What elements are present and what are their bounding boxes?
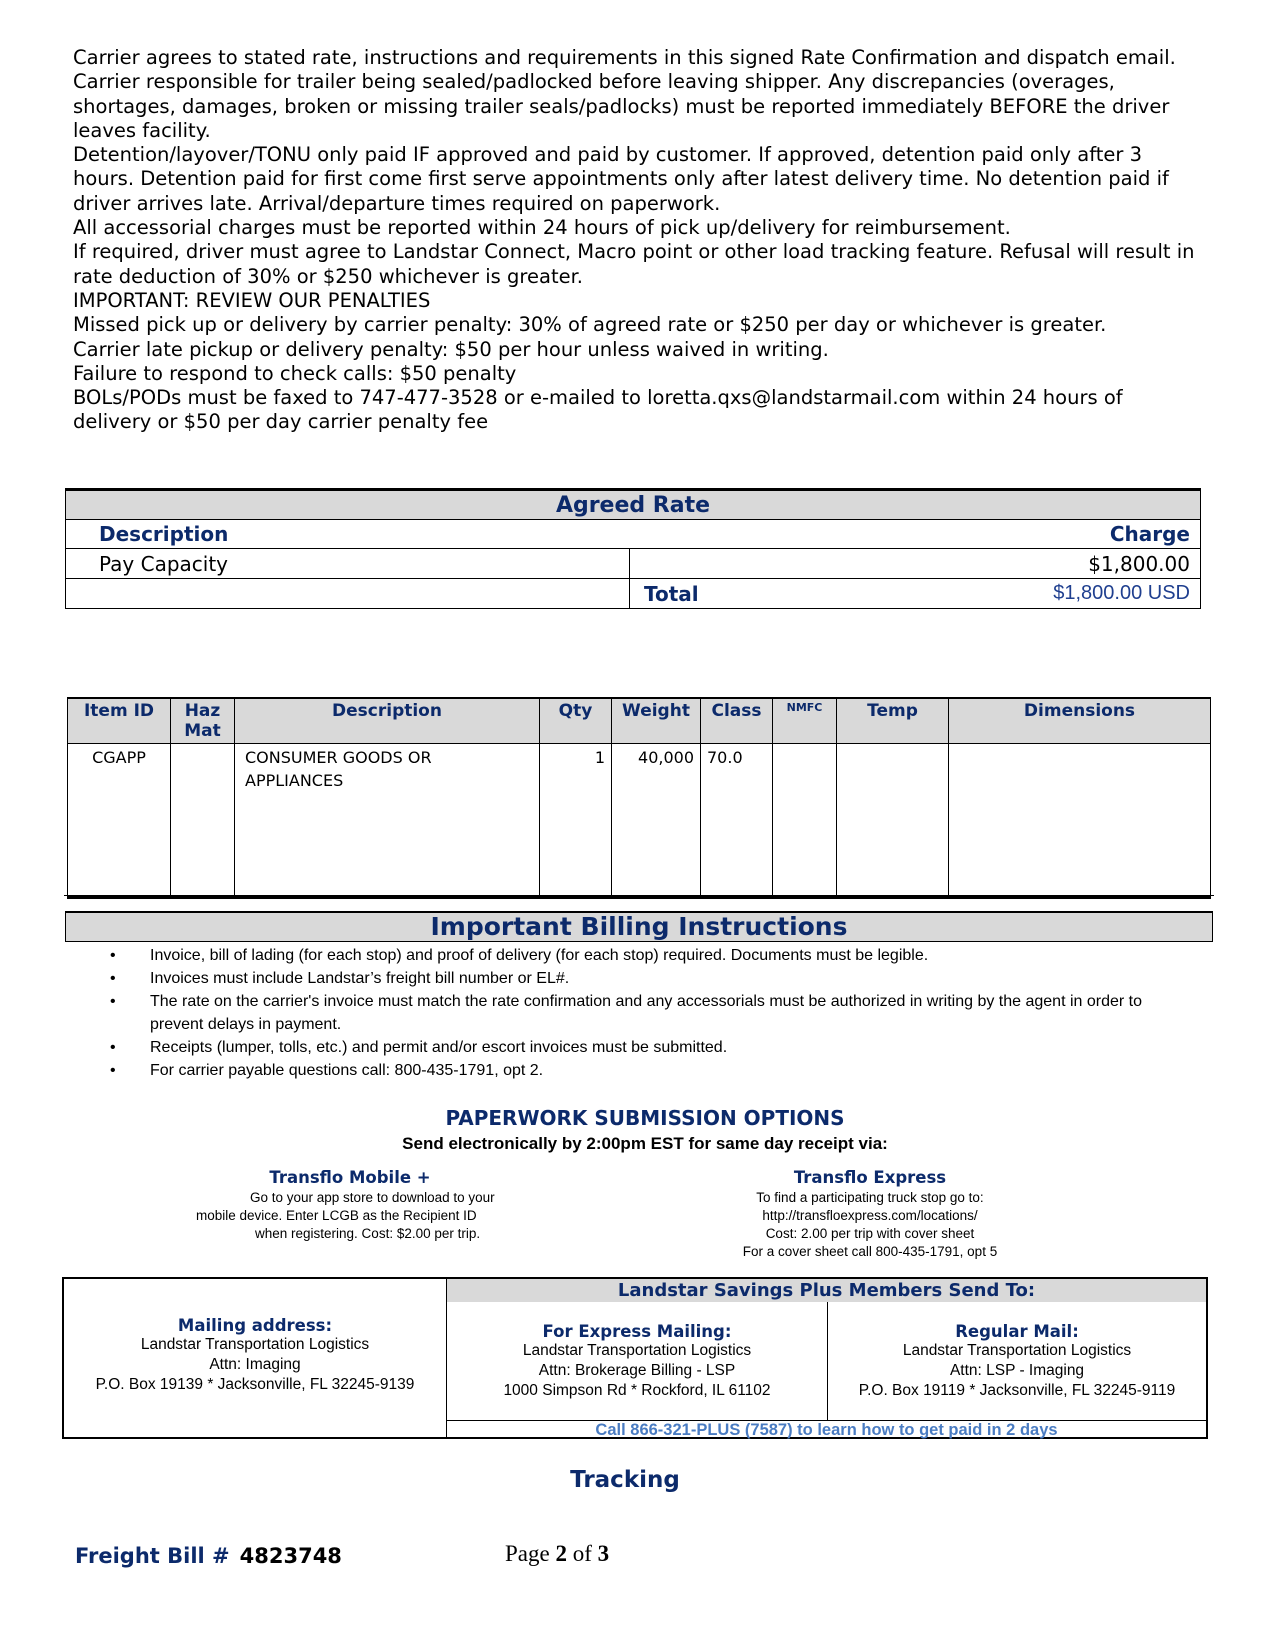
terms-section xyxy=(73,46,1203,435)
regular-heading: Regular Mail: xyxy=(955,1322,1079,1341)
list-item: • Invoice, bill of lading (for each stop) and proof of delivery (for each stop) required. Documents must be legible. xyxy=(110,944,1190,967)
list-item: • For carrier payable questions call: 800-435-1791, opt 2. xyxy=(110,1059,1190,1082)
rate-description: Pay Capacity xyxy=(66,549,630,579)
page-current: 2 xyxy=(555,1541,567,1566)
terms-line: Detention/layover/TONU only paid IF approved and paid by customer. If approved, detention paid only after 3 hours. Detention paid for first come first serve appointments only after latest delivery time. No detention paid if driver arrives late. Arrival/departure times required on paperwork. xyxy=(73,143,1169,215)
express-line: Attn: Brokerage Billing - LSP xyxy=(538,1362,736,1379)
terms-line: If required, driver must agree to Landstar Connect, Macro point or other load tracking feature. Refusal will result in rate deduction of 30% or $250 whichever is greater. xyxy=(73,240,1195,288)
paperwork-title: PAPERWORK SUBMISSION OPTIONS xyxy=(445,1106,845,1130)
mailing-line: Attn: Imaging xyxy=(209,1356,301,1373)
header-temp: Temp xyxy=(837,698,949,744)
regular-line: Landstar Transportation Logistics xyxy=(902,1342,1132,1359)
header-nmfc: NMFC xyxy=(773,698,837,744)
mailing-box xyxy=(62,1277,1208,1439)
express-mailing xyxy=(447,1302,828,1421)
total-spacer xyxy=(66,579,630,609)
header-weight: Weight xyxy=(612,698,701,744)
divider xyxy=(64,895,1214,896)
mailing-line: P.O. Box 19139 * Jacksonville, FL 32245-9139 xyxy=(95,1376,415,1393)
freight-bill xyxy=(75,1544,342,1568)
terms-line: Missed pick up or delivery by carrier penalty: 30% of agreed rate or $250 per day or whichever is greater. xyxy=(73,313,1107,337)
total-value: $1,800.00 USD xyxy=(1053,581,1190,604)
total-cell xyxy=(630,579,1201,609)
savings-plus-section xyxy=(447,1279,1206,1437)
charge-header: Charge xyxy=(630,520,1201,549)
page-total: 3 xyxy=(597,1541,610,1566)
page-of: of xyxy=(572,1541,592,1566)
mailing-line: Landstar Transportation Logistics xyxy=(140,1336,370,1353)
regular-mail xyxy=(828,1302,1206,1421)
mailing-address xyxy=(64,1279,447,1437)
transflo-mobile-line: mobile device. Enter LCGB as the Recipient ID xyxy=(196,1208,477,1223)
agreed-rate-title: Agreed Rate xyxy=(66,490,1201,520)
transflo-express-line: To find a participating truck stop go to: xyxy=(756,1190,984,1205)
header-item-id: Item ID xyxy=(68,698,171,744)
header-haz-mat: Haz Mat xyxy=(171,698,235,744)
freight-bill-number: 4823748 xyxy=(239,1544,342,1568)
table-row xyxy=(68,744,1211,898)
tracking-title: Tracking xyxy=(570,1467,680,1493)
mailing-heading: Mailing address: xyxy=(177,1316,333,1335)
transflo-mobile-heading: Transflo Mobile + xyxy=(269,1168,431,1187)
header-qty: Qty xyxy=(540,698,612,744)
express-line: Landstar Transportation Logistics xyxy=(522,1342,752,1359)
header-description: Description xyxy=(235,698,540,744)
transflo-mobile-line: when registering. Cost: $2.00 per trip. xyxy=(255,1226,481,1241)
express-heading: For Express Mailing: xyxy=(542,1322,732,1341)
transflo-express-line: Cost: 2.00 per trip with cover sheet xyxy=(765,1226,975,1241)
billing-list xyxy=(110,944,1190,1082)
regular-line: P.O. Box 19119 * Jacksonville, FL 32245-9119 xyxy=(858,1382,1176,1399)
express-line: 1000 Simpson Rd * Rockford, IL 61102 xyxy=(503,1382,771,1399)
cell-class: 70.0 xyxy=(701,744,773,898)
description-header: Description xyxy=(66,520,630,549)
agreed-rate-table xyxy=(65,488,1201,609)
list-item: • The rate on the carrier's invoice must match the rate confirmation and any accessorials must be authorized in writing by the agent in order to prevent delays in payment. xyxy=(110,990,1190,1036)
terms-line: BOLs/PODs must be faxed to 747-477-3528 or e-mailed to loretta.qxs@landstarmail.com within 24 hours of delivery or $50 per day carrier penalty fee xyxy=(73,386,1123,434)
transflo-express-link[interactable]: http://transfloexpress.com/locations/ xyxy=(762,1208,978,1223)
page-number xyxy=(505,1541,609,1567)
terms-line: IMPORTANT: REVIEW OUR PENALTIES xyxy=(73,288,431,312)
cell-description: CONSUMER GOODS OR APPLIANCES xyxy=(235,744,540,898)
terms-line: Carrier late pickup or delivery penalty: $50 per hour unless waived in writing. xyxy=(73,337,829,361)
cell-nmfc xyxy=(773,744,837,898)
list-item: • Invoices must include Landstar’s freight bill number or EL#. xyxy=(110,967,1190,990)
cell-weight: 40,000 xyxy=(612,744,701,898)
cell-haz-mat xyxy=(171,744,235,898)
rate-charge: $1,800.00 xyxy=(630,549,1201,579)
cell-dimensions xyxy=(949,744,1211,898)
paperwork-subtitle: Send electronically by 2:00pm EST for same day receipt via: xyxy=(402,1134,888,1153)
items-table xyxy=(67,697,1211,899)
cell-item-id: CGAPP xyxy=(68,744,171,898)
terms-line: Carrier responsible for trailer being sealed/padlocked before leaving shipper. Any discrepancies (overages, shortages, damages, broken or missing trailer seals/padlocks) must be reported immediately BEFORE the driver leaves facility. xyxy=(73,70,1170,142)
cell-temp xyxy=(837,744,949,898)
savings-heading: Landstar Savings Plus Members Send To: xyxy=(447,1279,1206,1302)
terms-line: All accessorial charges must be reported within 24 hours of pick up/delivery for reimbursement. xyxy=(73,216,1011,240)
page-word: Page xyxy=(505,1541,550,1566)
call-plus-link[interactable]: Call 866-321-PLUS (7587) to learn how to get paid in 2 days xyxy=(595,1421,1058,1439)
transflo-express-heading: Transflo Express xyxy=(793,1168,947,1187)
list-item: • Receipts (lumper, tolls, etc.) and permit and/or escort invoices must be submitted. xyxy=(110,1036,1190,1059)
total-label: Total xyxy=(644,581,699,606)
terms-line: Failure to respond to check calls: $50 penalty xyxy=(73,361,517,385)
header-dimensions: Dimensions xyxy=(949,698,1211,744)
transflo-express-details xyxy=(700,1189,1040,1261)
billing-title: Important Billing Instructions xyxy=(65,911,1213,942)
freight-bill-label: Freight Bill # xyxy=(75,1544,230,1568)
cell-qty: 1 xyxy=(540,744,612,898)
terms-line: Carrier agrees to stated rate, instructions and requirements in this signed Rate Confirmation and dispatch email. xyxy=(73,46,1176,69)
transflo-mobile-line: Go to your app store to download to your xyxy=(250,1190,495,1205)
transflo-express-line: For a cover sheet call 800-435-1791, opt 5 xyxy=(742,1244,998,1259)
header-class: Class xyxy=(701,698,773,744)
regular-line: Attn: LSP - Imaging xyxy=(949,1362,1085,1379)
